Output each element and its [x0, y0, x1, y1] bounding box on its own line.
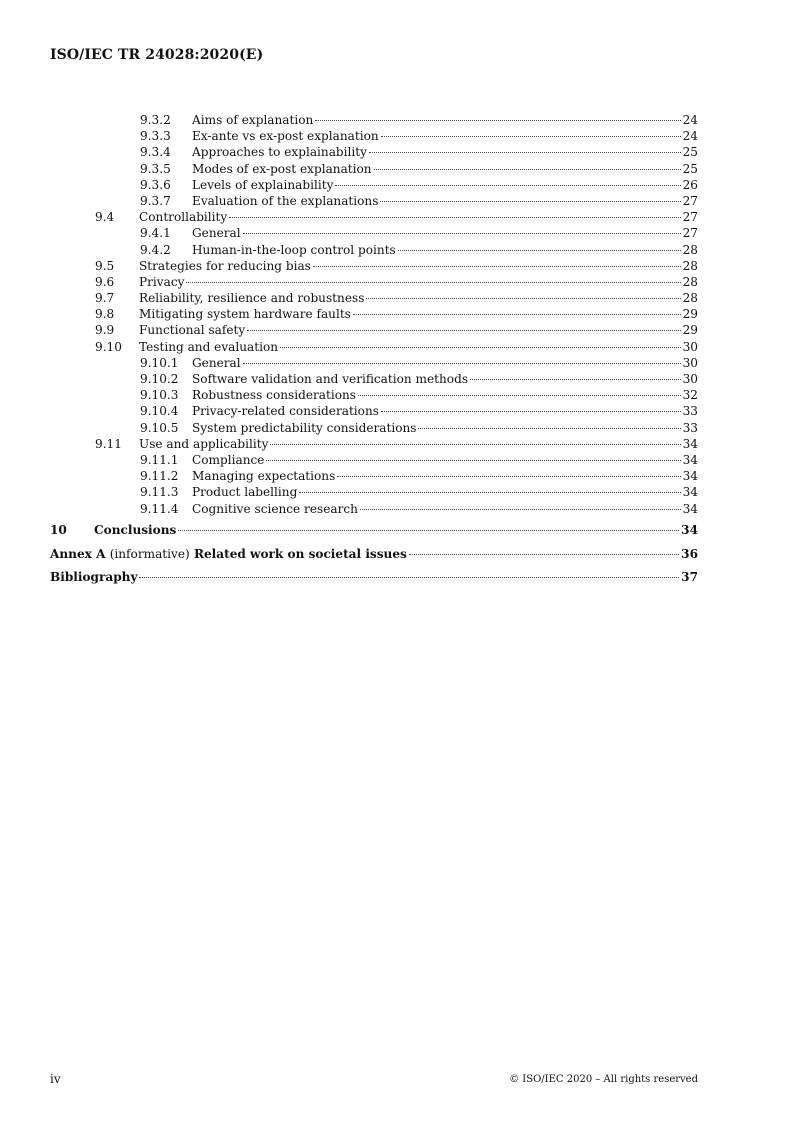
toc-entry-number: 9.3.2 [140, 113, 171, 127]
toc-entry[interactable] [50, 468, 698, 484]
toc-entry[interactable] [50, 209, 698, 225]
toc-entry-number: 9.6 [95, 274, 115, 289]
toc-entry-title: System predictability considerations [192, 420, 417, 435]
toc-entry-title: Approaches to explainability [192, 145, 367, 160]
toc-entry[interactable] [50, 258, 698, 274]
dot-leader [139, 577, 679, 578]
toc-entry-title: Privacy [139, 274, 185, 289]
toc-entry[interactable] [50, 128, 698, 144]
toc-entry-title: General [192, 226, 241, 241]
toc-entry-title: Testing and evaluation [139, 339, 279, 354]
toc-entry-page: 34 [682, 436, 698, 451]
dot-leader [353, 314, 681, 315]
document-identifier: ISO/IEC TR 24028:2020(E) [50, 47, 264, 63]
toc-entry-title: Privacy-related considerations [192, 404, 379, 419]
dot-leader [381, 136, 681, 137]
dot-leader [266, 460, 680, 461]
toc-entry-number: 10 [50, 523, 67, 538]
dot-leader [229, 217, 680, 218]
toc-entry[interactable] [50, 274, 698, 290]
copyright-notice: © ISO/IEC 2020 – All rights reserved [509, 1074, 698, 1085]
toc-entry[interactable] [50, 452, 698, 468]
toc-entry-page: 34 [682, 452, 698, 467]
toc-entry-title: Software validation and verification methods [192, 372, 469, 386]
toc-entry-page: 33 [682, 420, 698, 435]
toc-entry-number: 9.11.4 [140, 501, 179, 516]
toc-entry-page: 27 [682, 193, 698, 208]
toc-entry-number: 9.3.7 [140, 193, 171, 208]
toc-entry[interactable] [50, 371, 698, 387]
toc-entry-title: Product labelling [192, 485, 298, 500]
toc-entry-title: Managing expectations [192, 469, 336, 484]
toc-entry-page: 25 [682, 161, 698, 176]
toc-entry[interactable] [50, 436, 698, 452]
toc-entry-page: 26 [682, 177, 698, 192]
toc-entry-title: Functional safety [139, 323, 246, 338]
dot-leader [270, 444, 680, 445]
dot-leader [360, 509, 681, 510]
toc-entry[interactable] [50, 193, 698, 209]
dot-leader [315, 120, 680, 121]
toc-entry-number: 9.9 [95, 323, 115, 338]
toc-entry-title: Modes of ex-post explanation [192, 161, 372, 176]
toc-entry-title: Bibliography [50, 568, 138, 587]
toc-entry-number: 9.3.4 [140, 145, 171, 160]
toc-entry-title: Controllability [139, 210, 228, 225]
dot-leader [418, 428, 680, 429]
annex-informative-label: (informative) [109, 546, 190, 561]
toc-entry[interactable] [50, 144, 698, 160]
toc-entry-title: Conclusions [94, 521, 177, 540]
toc-entry[interactable] [50, 112, 698, 128]
toc-entry-title: Compliance [192, 452, 265, 467]
toc-entry-number: 9.4.2 [140, 242, 171, 257]
toc-entry[interactable] [50, 322, 698, 338]
toc-entry[interactable] [50, 403, 698, 419]
dot-leader [299, 492, 680, 493]
toc-entry-number: 9.10.4 [140, 404, 179, 419]
dot-leader [374, 169, 681, 170]
dot-leader [409, 554, 679, 555]
toc-entry-number: 9.11.2 [140, 469, 179, 484]
table-of-contents [50, 112, 698, 587]
toc-entry-page: 27 [682, 226, 698, 241]
dot-leader [337, 476, 680, 477]
toc-entry-title: Human-in-the-loop control points [192, 242, 396, 257]
toc-entry-page: 34 [682, 501, 698, 516]
dot-leader [243, 363, 681, 364]
toc-entry-page: 34 [682, 469, 698, 484]
toc-entry-page: 33 [682, 404, 698, 419]
toc-entry-title: Levels of explainability [192, 177, 334, 192]
toc-entry-page: 32 [682, 388, 698, 403]
toc-entry[interactable] [50, 161, 698, 177]
toc-entry[interactable] [50, 306, 698, 322]
toc-entry[interactable] [50, 355, 698, 371]
dot-leader [380, 201, 680, 202]
toc-entry-number: 9.3.6 [140, 177, 171, 192]
dot-leader [335, 185, 680, 186]
dot-leader [398, 250, 681, 251]
toc-entry-number: 9.10.3 [140, 388, 179, 403]
toc-entry-page: 37 [681, 570, 698, 585]
dot-leader [186, 282, 680, 283]
toc-entry-number: 9.10.1 [140, 355, 179, 370]
toc-entry-number: 9.7 [95, 291, 115, 306]
toc-entry-number: 9.10 [95, 339, 122, 354]
toc-entry-number: 9.3.5 [140, 161, 171, 176]
toc-entry-page: 24 [682, 129, 698, 144]
toc-entry-page: 28 [682, 258, 698, 273]
toc-entry[interactable] [50, 501, 698, 517]
dot-leader [280, 347, 681, 348]
toc-entry-page: 34 [682, 485, 698, 500]
toc-entry-number: 9.11.3 [140, 485, 179, 500]
toc-entry-annex-a[interactable] [50, 545, 698, 564]
toc-entry-title [50, 545, 408, 564]
toc-entry-title: Reliability, resilience and robustness [139, 291, 365, 306]
toc-entry-page: 30 [682, 339, 698, 354]
toc-entry-page: 30 [682, 372, 698, 386]
toc-entry-title: Evaluation of the explanations [192, 193, 379, 208]
toc-entry-number: 9.11.1 [140, 452, 179, 467]
dot-leader [470, 379, 681, 380]
toc-entry-page: 28 [682, 291, 698, 306]
toc-entry-page: 30 [682, 355, 698, 370]
toc-entry-number: 9.11 [95, 436, 122, 451]
dot-leader [313, 266, 681, 267]
toc-entry-page: 34 [681, 523, 698, 538]
toc-entry-title: General [192, 355, 241, 370]
dot-leader [247, 330, 680, 331]
toc-entry-title: Mitigating system hardware faults [139, 307, 351, 322]
toc-entry-page: 36 [681, 546, 698, 561]
toc-entry-page: 29 [682, 307, 698, 322]
toc-entry-number: 9.10.2 [140, 372, 179, 386]
toc-entry[interactable] [50, 242, 698, 258]
toc-entry[interactable] [50, 225, 698, 241]
toc-entry[interactable] [50, 387, 698, 403]
toc-entry-page: 28 [682, 274, 698, 289]
toc-entry-number: 9.8 [95, 307, 115, 322]
toc-entry[interactable] [50, 339, 698, 355]
dot-leader [381, 411, 681, 412]
page-number: iv [50, 1072, 61, 1086]
toc-entry-title: Strategies for reducing bias [139, 258, 311, 273]
dot-leader [358, 395, 681, 396]
dot-leader [366, 298, 680, 299]
dot-leader [178, 530, 679, 531]
toc-entry-title: Robustness considerations [192, 388, 356, 403]
toc-entry[interactable] [50, 290, 698, 306]
dot-leader [243, 233, 681, 234]
toc-entry-number: 9.5 [95, 258, 115, 273]
annex-label: Annex A [50, 546, 106, 561]
toc-entry-number: 9.4.1 [140, 226, 171, 241]
toc-entry-bibliography[interactable] [50, 568, 698, 587]
toc-entry[interactable] [50, 177, 698, 193]
toc-entry-page: 29 [682, 323, 698, 338]
toc-entry[interactable] [50, 420, 698, 436]
annex-title: Related work on societal issues [193, 546, 407, 561]
toc-entry-conclusions[interactable] [50, 521, 698, 540]
toc-entry-number: 9.10.5 [140, 420, 179, 435]
toc-entry-title: Aims of explanation [192, 113, 314, 127]
toc-entry-page: 28 [682, 242, 698, 257]
toc-entry-number: 9.4 [95, 210, 115, 225]
toc-entry-number: 9.3.3 [140, 129, 171, 144]
toc-entry-title: Cognitive science research [192, 501, 358, 516]
toc-entry-page: 24 [682, 113, 698, 127]
dot-leader [369, 152, 681, 153]
toc-entry-page: 25 [682, 145, 698, 160]
toc-entry-page: 27 [682, 210, 698, 225]
toc-entry-title: Ex-ante vs ex-post explanation [192, 129, 379, 144]
toc-entry-title: Use and applicability [139, 436, 269, 451]
toc-entry[interactable] [50, 484, 698, 500]
